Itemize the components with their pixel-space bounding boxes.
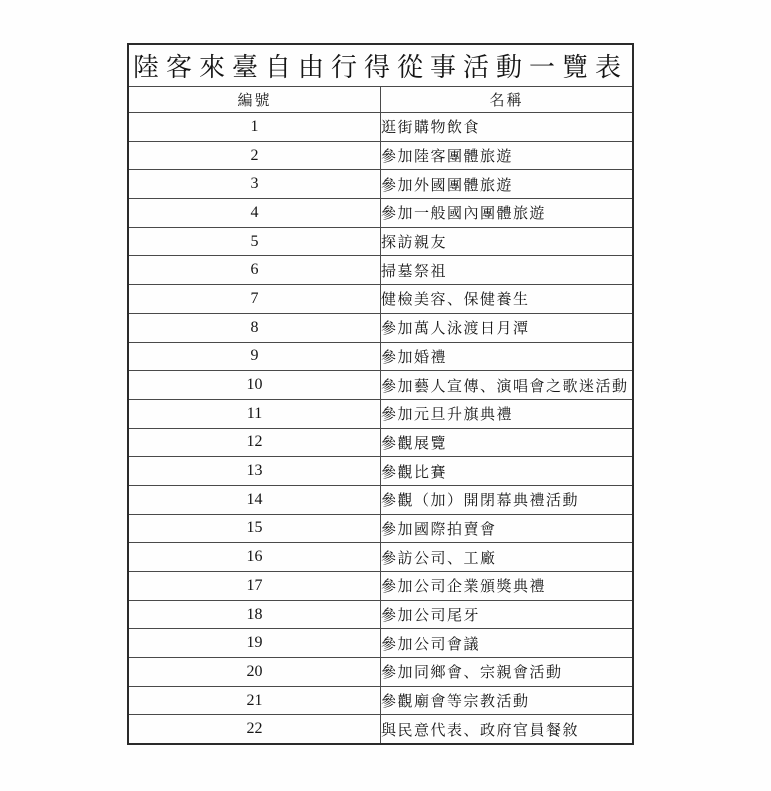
row-name: 參加公司會議 (381, 629, 634, 658)
activities-table (127, 43, 634, 745)
table-row (128, 256, 633, 285)
activity-table-body (128, 113, 633, 745)
row-name: 參觀展覽 (381, 428, 634, 457)
table-row (128, 371, 633, 400)
row-number: 1 (128, 113, 381, 142)
row-number: 16 (128, 543, 381, 572)
row-number: 9 (128, 342, 381, 371)
row-name: 參觀（加）開閉幕典禮活動 (381, 485, 634, 514)
table-title-row (128, 44, 633, 87)
row-name: 掃墓祭祖 (381, 256, 634, 285)
row-number: 11 (128, 399, 381, 428)
table-row (128, 572, 633, 601)
row-number: 15 (128, 514, 381, 543)
table-row (128, 227, 633, 256)
table-row (128, 485, 633, 514)
row-number: 4 (128, 199, 381, 228)
table-row (128, 342, 633, 371)
table-row (128, 629, 633, 658)
row-name: 參加一般國內團體旅遊 (381, 199, 634, 228)
row-name: 參加同鄉會、宗親會活動 (381, 658, 634, 687)
row-number: 10 (128, 371, 381, 400)
row-name: 參加外國團體旅遊 (381, 170, 634, 199)
table-row (128, 170, 633, 199)
row-name: 參加婚禮 (381, 342, 634, 371)
row-number: 3 (128, 170, 381, 199)
row-name: 參觀比賽 (381, 457, 634, 486)
table-row (128, 313, 633, 342)
row-number: 20 (128, 658, 381, 687)
row-number: 2 (128, 141, 381, 170)
document-title: 陸客來臺自由行得從事活動一覽表 (128, 44, 633, 87)
table-row (128, 715, 633, 744)
row-number: 18 (128, 600, 381, 629)
table-row (128, 658, 633, 687)
table-row (128, 141, 633, 170)
row-name: 參加公司企業頒獎典禮 (381, 572, 634, 601)
row-name: 參加藝人宣傳、演唱會之歌迷活動 (381, 371, 634, 400)
row-number: 8 (128, 313, 381, 342)
row-name: 參加國際拍賣會 (381, 514, 634, 543)
row-name: 健檢美容、保健養生 (381, 285, 634, 314)
table-row (128, 543, 633, 572)
row-number: 13 (128, 457, 381, 486)
row-number: 19 (128, 629, 381, 658)
table-header-row (128, 87, 633, 113)
row-name: 逛街購物飲食 (381, 113, 634, 142)
column-header-name: 名稱 (381, 87, 634, 113)
row-number: 14 (128, 485, 381, 514)
row-number: 7 (128, 285, 381, 314)
row-name: 探訪親友 (381, 227, 634, 256)
row-number: 12 (128, 428, 381, 457)
table-row (128, 399, 633, 428)
table-row (128, 514, 633, 543)
row-name: 參加元旦升旗典禮 (381, 399, 634, 428)
row-number: 22 (128, 715, 381, 744)
row-number: 17 (128, 572, 381, 601)
row-name: 參加陸客團體旅遊 (381, 141, 634, 170)
table-row (128, 600, 633, 629)
table-row (128, 285, 633, 314)
row-name: 參加萬人泳渡日月潭 (381, 313, 634, 342)
table-row (128, 428, 633, 457)
row-number: 6 (128, 256, 381, 285)
row-name: 與民意代表、政府官員餐敘 (381, 715, 634, 744)
table-row (128, 686, 633, 715)
row-name: 參訪公司、工廠 (381, 543, 634, 572)
row-name: 參觀廟會等宗教活動 (381, 686, 634, 715)
column-header-number: 編號 (128, 87, 381, 113)
table-row (128, 113, 633, 142)
table-row (128, 457, 633, 486)
table-row (128, 199, 633, 228)
row-number: 21 (128, 686, 381, 715)
row-number: 5 (128, 227, 381, 256)
row-name: 參加公司尾牙 (381, 600, 634, 629)
